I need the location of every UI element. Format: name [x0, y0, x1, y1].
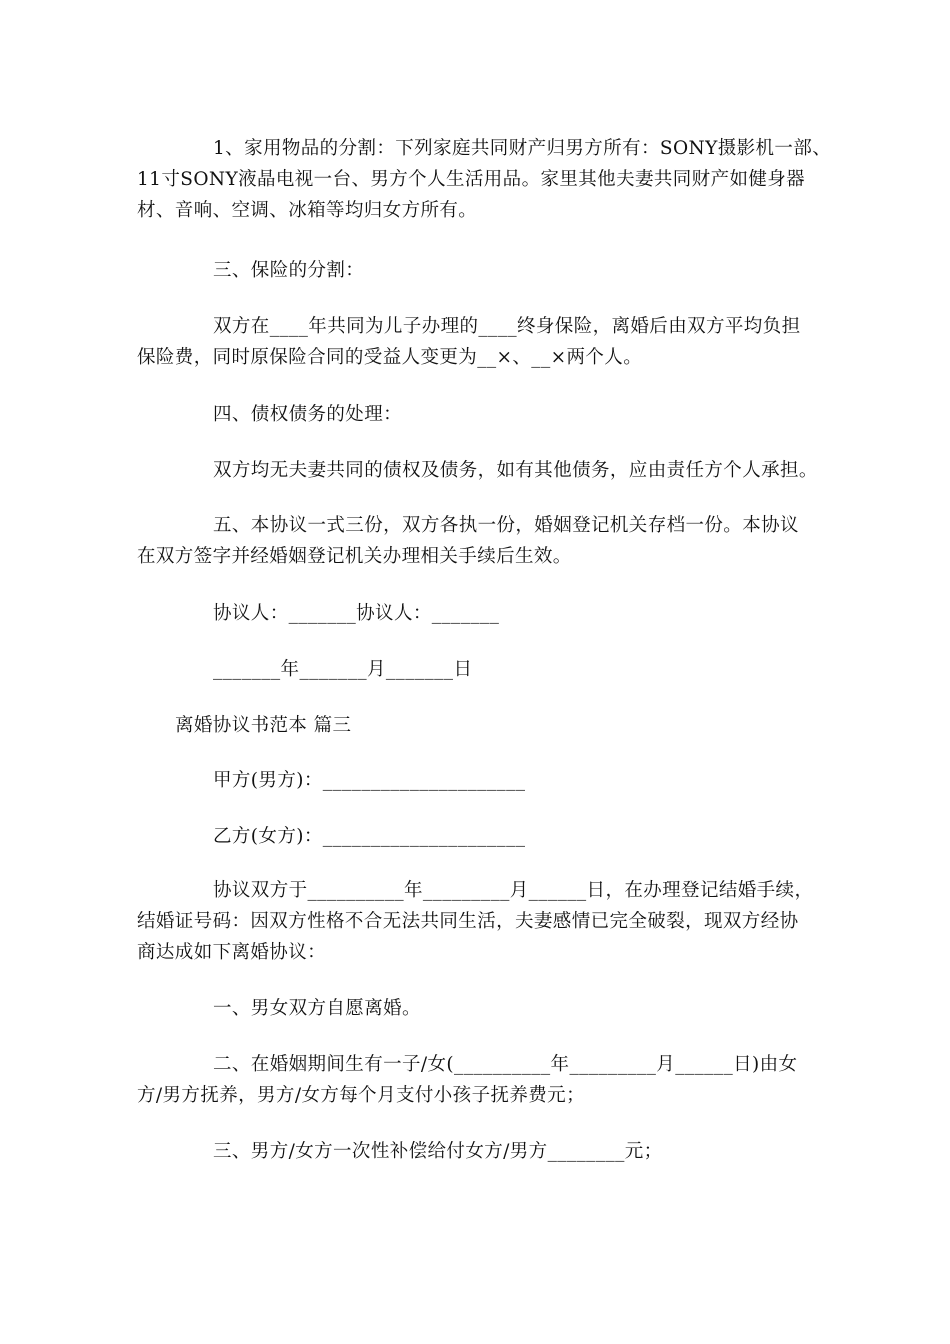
- paragraph-marriage-registration: [137, 875, 827, 968]
- section-title-part-three: 离婚协议书范本 篇三: [175, 715, 352, 736]
- paragraph-line: 协议双方于__________年_________月______日，在办理登记结婚手续，: [213, 880, 814, 901]
- paragraph-line: 五、本协议一式三份，双方各执一份，婚姻登记机关存档一份。本协议: [213, 515, 799, 536]
- section-heading-insurance: 三、保险的分割：: [213, 260, 365, 281]
- paragraph-debts: 双方均无夫妻共同的债权及债务，如有其他债务，应由责任方个人承担。: [213, 460, 818, 481]
- clause-one: 一、男女双方自愿离婚。: [213, 998, 421, 1019]
- clause-two: [137, 1049, 827, 1111]
- party-a-line: 甲方(男方)：_____________________: [213, 770, 526, 791]
- paragraph-insurance: [137, 311, 827, 373]
- paragraph-copies: [137, 510, 827, 572]
- party-b-line: 乙方(女方)：_____________________: [213, 826, 526, 847]
- date-line: _______年_______月_______日: [213, 659, 473, 680]
- paragraph-line: 保险费，同时原保险合同的受益人变更为__×、__×两个人。: [137, 347, 643, 368]
- paragraph-line: 双方在____年共同为儿子办理的____终身保险，离婚后由双方平均负担: [213, 316, 801, 337]
- paragraph-line: 材、音响、空调、冰箱等均归女方所有。: [137, 200, 478, 221]
- paragraph-line: 方/男方抚养，男方/女方每个月支付小孩子抚养费元；: [137, 1085, 585, 1106]
- paragraph-line: 11寸SONY液晶电视一台、男方个人生活用品。家里其他夫妻共同财产如健身器: [137, 169, 806, 190]
- paragraph-line: 二、在婚姻期间生有一子/女(__________年_________月______日)由女: [213, 1054, 798, 1075]
- paragraph-household-items: [137, 133, 832, 226]
- paragraph-line: 在双方签字并经婚姻登记机关办理相关手续后生效。: [137, 546, 572, 567]
- signatories-line: 协议人：_______协议人：_______: [213, 603, 500, 624]
- paragraph-line: 商达成如下离婚协议：: [137, 942, 327, 963]
- paragraph-line: 1、家用物品的分割：下列家庭共同财产归男方所有：SONY摄影机一部、: [213, 138, 832, 159]
- clause-three: 三、男方/女方一次性补偿给付女方/男方________元；: [213, 1141, 663, 1162]
- paragraph-line: 结婚证号码：因双方性格不合无法共同生活，夫妻感情已完全破裂，现双方经协: [137, 911, 799, 932]
- section-heading-debts: 四、债权债务的处理：: [213, 404, 403, 425]
